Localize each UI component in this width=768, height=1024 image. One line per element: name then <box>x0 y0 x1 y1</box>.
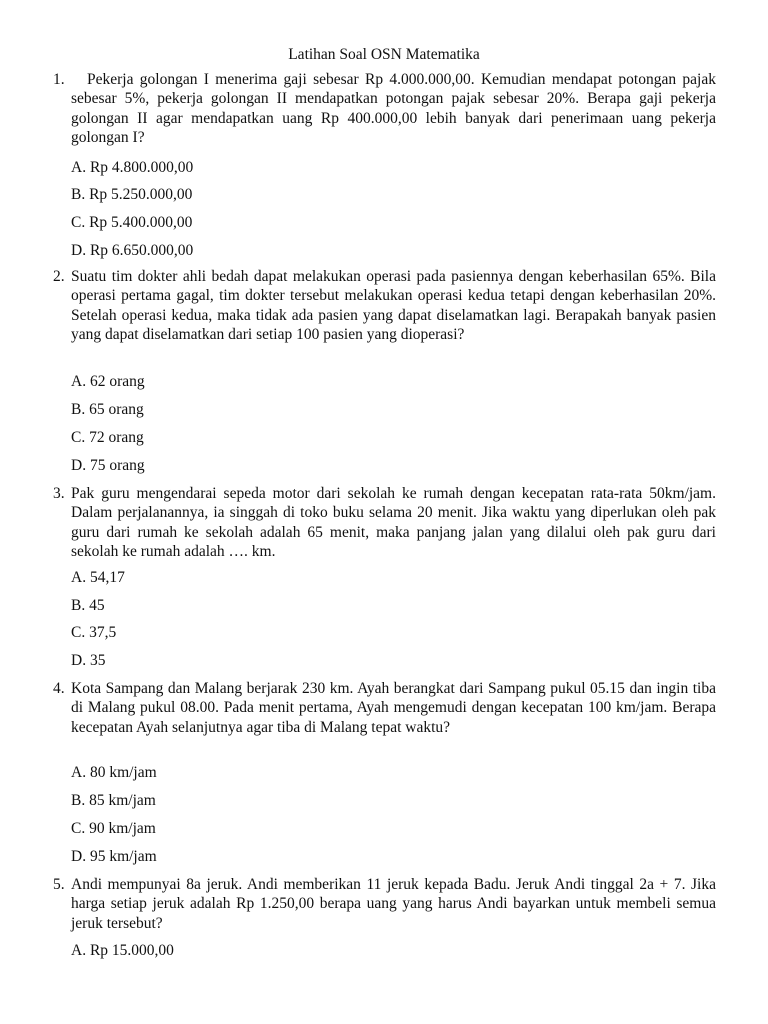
page-title: Latihan Soal OSN Matematika <box>288 46 480 63</box>
option-d: D. 35 <box>71 652 106 669</box>
question-number: 5. <box>53 876 65 893</box>
option-c: C. 90 km/jam <box>71 820 156 837</box>
question-number: 4. <box>53 680 65 697</box>
option-a: A. Rp 4.800.000,00 <box>71 159 194 176</box>
question-text: Suatu tim dokter ahli bedah dapat melakukan operasi pada pasiennya dengan keberhasilan 65%. Bila operasi pertama gagal, tim dokter tersebut melakukan operasi kedua tetapi dengan keberhasilan 20%. Setelah operasi kedua, maka tidak ada pasien yang dapat diselamatkan lagi. Berapakah banyak pasien yang dapat diselamatkan dari setiap 100 pasien yang dioperasi? <box>71 268 716 343</box>
option-c: C. 72 orang <box>71 429 144 446</box>
option-a: A. 62 orang <box>71 373 145 390</box>
question-number: 2. <box>53 268 65 285</box>
question-4 <box>53 679 716 737</box>
question-text: Pak guru mengendarai sepeda motor dari sekolah ke rumah dengan kecepatan rata-rata 50km/jam. Dalam perjalanannya, ia singgah di toko buku selama 20 menit. Jika waktu yang diperlukan oleh pak guru dari rumah ke sekolah adalah 65 menit, maka panjang jalan yang dilalui oleh pak guru dari sekolah ke rumah adalah …. km. <box>71 485 716 560</box>
option-d: D. 75 orang <box>71 457 145 474</box>
option-b: B. 45 <box>71 597 105 614</box>
option-a: A. 80 km/jam <box>71 764 157 781</box>
question-5 <box>53 875 716 933</box>
option-d: D. 95 km/jam <box>71 848 157 865</box>
option-c: C. 37,5 <box>71 624 117 641</box>
option-b: B. Rp 5.250.000,00 <box>71 186 193 203</box>
question-text: Andi mempunyai 8a jeruk. Andi memberikan 11 jeruk kepada Badu. Jeruk Andi tinggal 2a + 7. Jika harga setiap jeruk adalah Rp 1.250,00 berapa uang yang harus Andi bayarkan untuk membeli semua jeruk tersebut? <box>71 876 716 932</box>
question-number: 3. <box>53 485 65 502</box>
option-a: A. Rp 15.000,00 <box>71 942 174 959</box>
question-3 <box>53 484 716 561</box>
question-number: 1. <box>53 71 65 88</box>
question-text: Pekerja golongan I menerima gaji sebesar Rp 4.000.000,00. Kemudian mendapat potongan pajak sebesar 5%, pekerja golongan II mendapatkan potongan pajak sebesar 20%. Berapa gaji pekerja golongan II agar mendapatkan uang Rp 400.000,00 lebih banyak dari penerimaan uang pekerja golongan I? <box>71 71 716 146</box>
option-d: D. Rp 6.650.000,00 <box>71 242 194 259</box>
question-2 <box>53 267 716 344</box>
question-text: Kota Sampang dan Malang berjarak 230 km. Ayah berangkat dari Sampang pukul 05.15 dan ingin tiba di Malang pukul 08.00. Pada menit pertama, Ayah mengemudi dengan kecepatan 100 km/jam. Berapa kecepatan Ayah selanjutnya agar tiba di Malang tepat waktu? <box>71 680 716 736</box>
option-b: B. 85 km/jam <box>71 792 156 809</box>
option-c: C. Rp 5.400.000,00 <box>71 214 193 231</box>
option-a: A. 54,17 <box>71 569 125 586</box>
question-1 <box>53 70 716 147</box>
option-b: B. 65 orang <box>71 401 144 418</box>
